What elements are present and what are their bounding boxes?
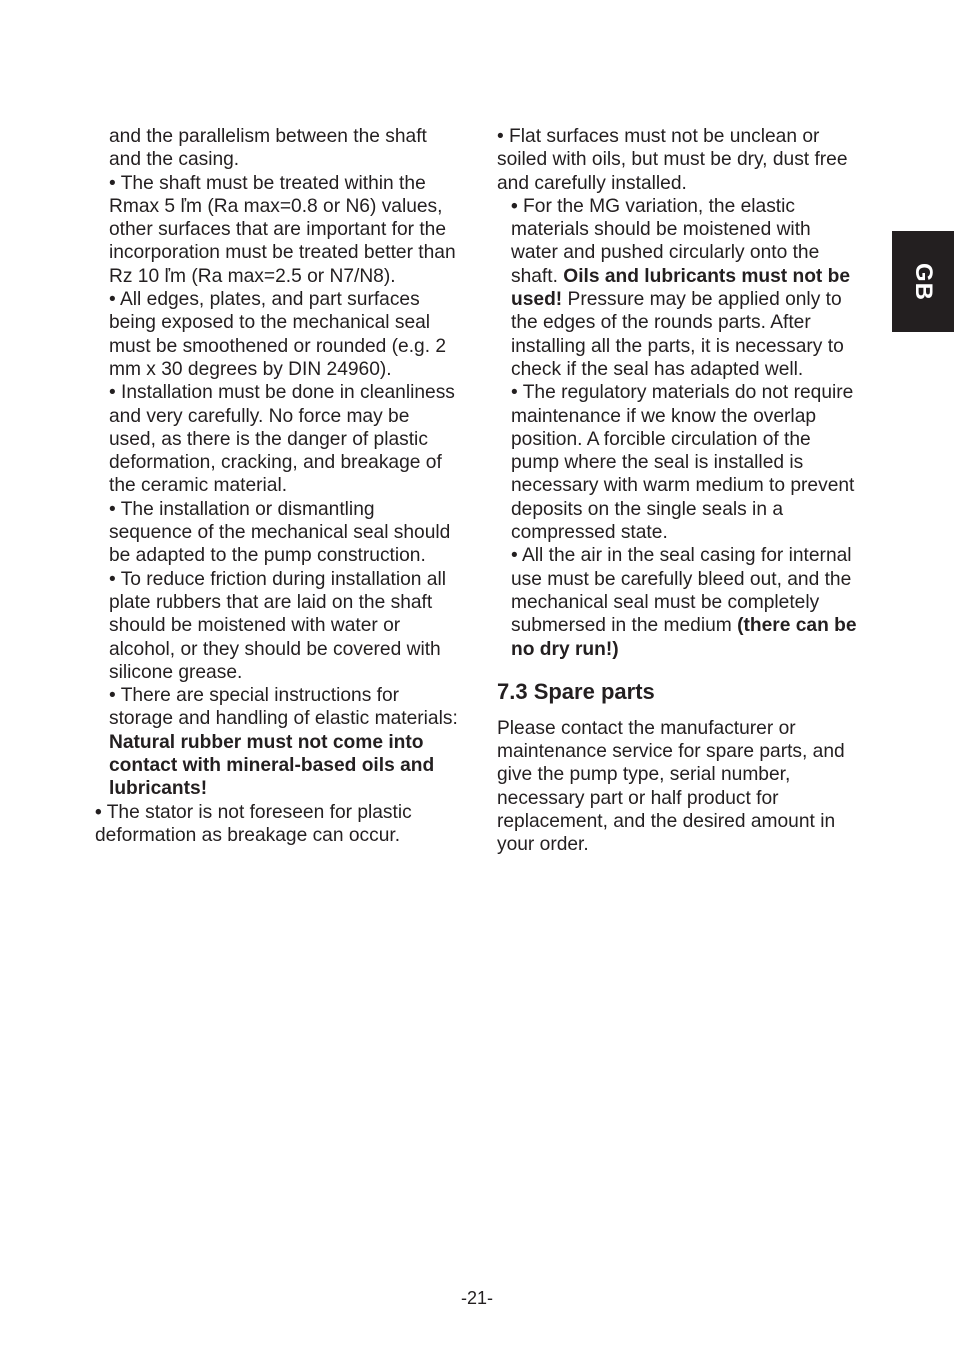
bullet-elastic-materials <box>95 684 460 800</box>
bullet-air-bleed <box>497 544 862 660</box>
mg-text-1: For the MG variation, the elastic materials should be moistened with water and pushed circularly onto the shaft. <box>511 195 820 287</box>
language-tab-gb <box>892 231 954 332</box>
bullet-installation-care: • Installation must be done in cleanliness and very carefully. No force may be used, as there is the danger of plastic deformation, cracking, and breakage of the ceramic material. <box>109 382 455 497</box>
section-heading-spare-parts: 7.3 Spare parts <box>497 678 655 704</box>
mg-bullet: • <box>511 195 518 217</box>
oils-warning: Oils and lubricants must not be used! <box>511 265 851 311</box>
paragraph-spare-parts: Please contact the manufacturer or maintenance service for spare parts, and give the pump type, serial number, necessary part or half product for replacement, and the desired amount in your order. <box>497 717 845 856</box>
mg-text-2: Pressure may be applied only to the edges of the rounds parts. After installing all the parts, it is necessary to check if the seal has adapted well. <box>511 289 844 380</box>
bullet-installation-sequence: • The installation or dismantling sequence of the mechanical seal should be adapted to the pump construction. <box>109 498 451 567</box>
left-column <box>95 125 460 847</box>
bullet-stator <box>95 801 460 848</box>
natural-rubber-warning: Natural rubber must not come into contact with mineral-based oils and lubricants! <box>109 731 435 800</box>
stator-bullet: • <box>95 801 102 823</box>
language-tab-label: GB <box>910 262 937 301</box>
bullet-shaft-treatment: • The shaft must be treated within the Rmax 5 ľm (Ra max=0.8 or N6) values, other surfaces that are important for the incorporation must be treated better than Rz 10 ľm (Ra max=2.5 or N7/N8). <box>109 172 456 287</box>
bullet-edges: • All edges, plates, and part surfaces being exposed to the mechanical seal must be smoothened or rounded (e.g. 2 mm x 30 degrees by DIN 24960). <box>109 289 447 380</box>
page-number: -21- <box>460 1288 493 1308</box>
air-bleed-text: • All the air in the seal casing for internal use must be carefully bleed out, and the mechanical seal must be completely submersed in the medium <box>511 545 852 637</box>
paragraph-parallelism: and the parallelism between the shaft and the casing. <box>109 126 427 171</box>
dry-run-warning: (there can be no dry run!) <box>511 615 857 660</box>
bullet-flat-surfaces: • Flat surfaces must not be unclean or soiled with oils, but must be dry, dust free and carefully installed. <box>497 126 848 194</box>
bullet-regulatory-materials: • The regulatory materials do not require maintenance if we know the overlap position. A forcible circulation of the pump where the seal is installed is necessary with warm medium to prevent deposits on the single seals in a compressed state. <box>511 382 855 544</box>
right-column <box>497 125 862 857</box>
stator-text: The stator is not foreseen for plastic deformation as breakage can occur. <box>95 801 412 846</box>
elastic-materials-text: • There are special instructions for storage and handling of elastic materials: <box>109 685 458 730</box>
bullet-reduce-friction: • To reduce friction during installation all plate rubbers that are laid on the shaft should be moistened with water or alcohol, or they should be covered with silicone grease. <box>109 568 446 683</box>
bullet-mg-variation <box>497 195 862 381</box>
